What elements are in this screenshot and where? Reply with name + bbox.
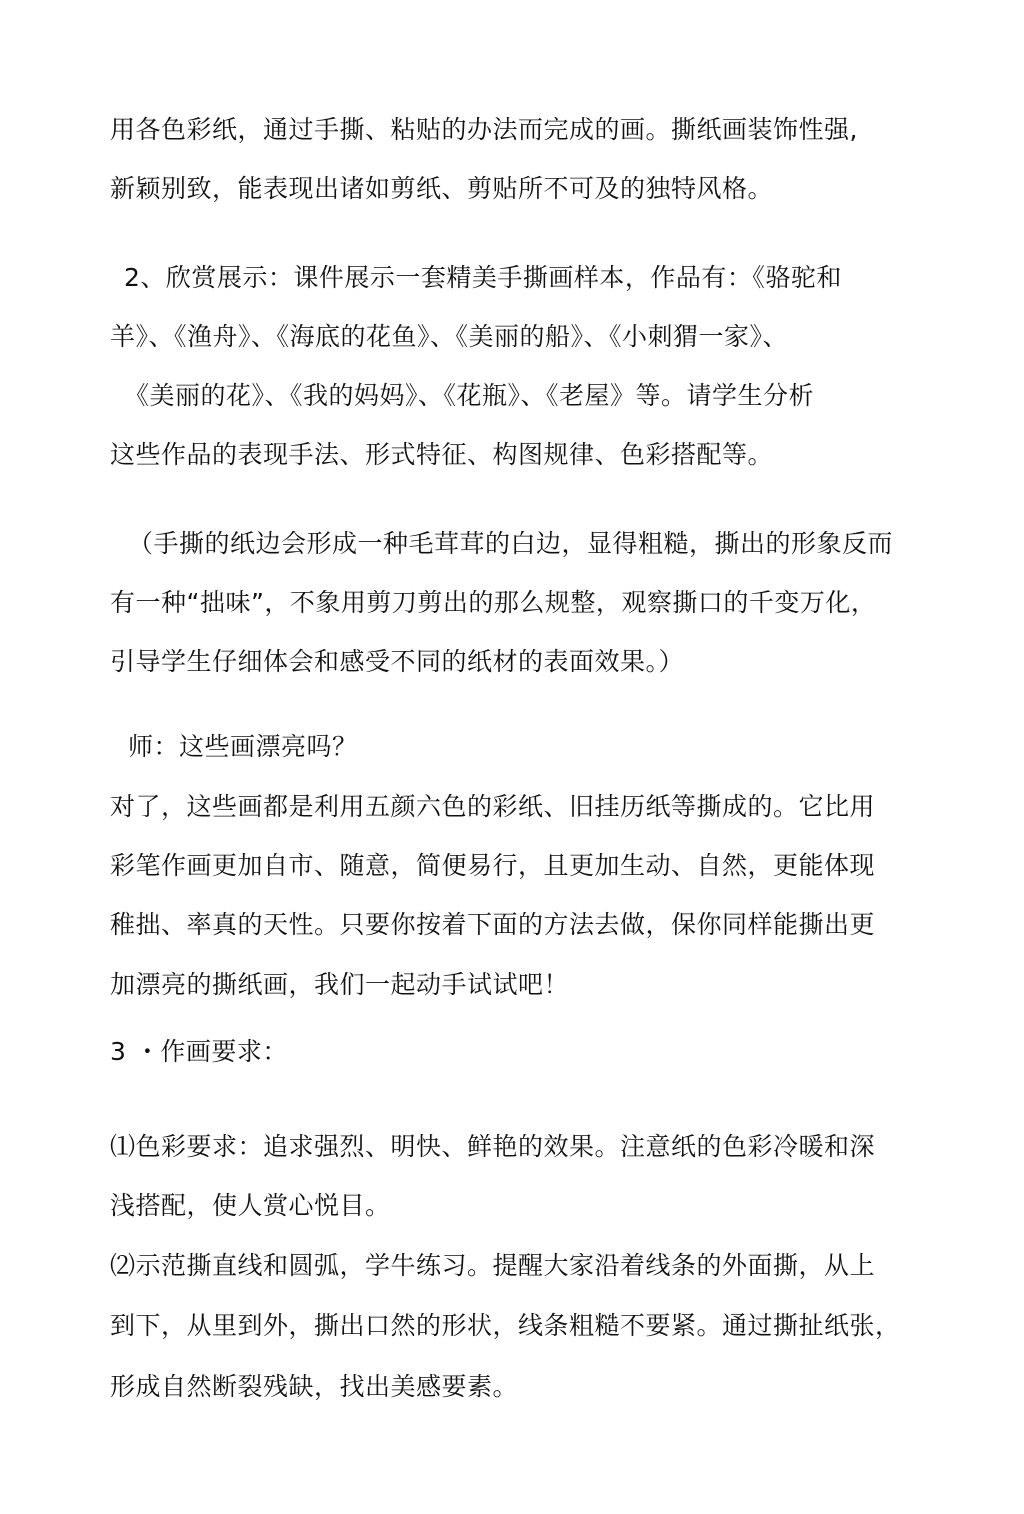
- text-line: （手撕的纸边会形成一种毛茸茸的白边，显得粗糙，撕出的形象反而: [128, 529, 894, 558]
- text-line: 新颖别致，能表现出诸如剪纸、剪贴所不可及的独特风格。: [110, 174, 774, 203]
- text-line: ⑵示范撕直线和圆弧，学牛练习。提醒大家沿着线条的外面撕，从上: [110, 1251, 876, 1280]
- text-line: 羊》、《渔舟》、《海底的花鱼》、《美丽的船》、《小刺猬一家》、: [110, 322, 789, 351]
- text-line: 对了，这些画都是利用五颜六色的彩纸、旧挂历纸等撕成的。它比用: [110, 792, 876, 821]
- text-line: 到下，从里到外，撕出口然的形状，线条粗糙不要紧。通过撕扯纸张，: [110, 1311, 901, 1340]
- text-line: 2、欣赏展示：课件展示一套精美手撕画样本，作品有：《骆驼和: [124, 263, 842, 292]
- text-line: 浅搭配，使人赏心悦目。: [110, 1191, 391, 1220]
- text-line: 有一种“拙味”，不象用剪刀剪出的那么规整，观察撕口的千变万化，: [110, 588, 877, 617]
- text-line: 3 ・作画要求：: [110, 1037, 288, 1066]
- text-line: 这些作品的表现手法、形式特征、构图规律、色彩搭配等。: [110, 440, 774, 469]
- text-line: 加漂亮的撕纸画，我们一起动手试试吧！: [110, 970, 570, 999]
- text-line: 引导学生仔细体会和感受不同的纸材的表面效果。）: [110, 647, 685, 676]
- text-line: 彩笔作画更加自市、随意，简便易行，且更加生动、自然，更能体现: [110, 851, 876, 880]
- text-line: 稚拙、率真的天性。只要你按着下面的方法去做，保你同样能撕出更: [110, 910, 876, 939]
- text-line: 形成自然断裂残缺，找出美感要素。: [110, 1372, 519, 1401]
- text-line: 《美丽的花》、《我的妈妈》、《花瓶》、《老屋》等。请学生分析: [124, 381, 815, 410]
- text-line: ⑴色彩要求：追求强烈、明快、鲜艳的效果。注意纸的色彩冷暖和深: [110, 1132, 876, 1161]
- text-line: 师：这些画漂亮吗？: [128, 732, 358, 761]
- text-line: 用各色彩纸，通过手撕、粘贴的办法而完成的画。撕纸画装饰性强,: [110, 115, 858, 144]
